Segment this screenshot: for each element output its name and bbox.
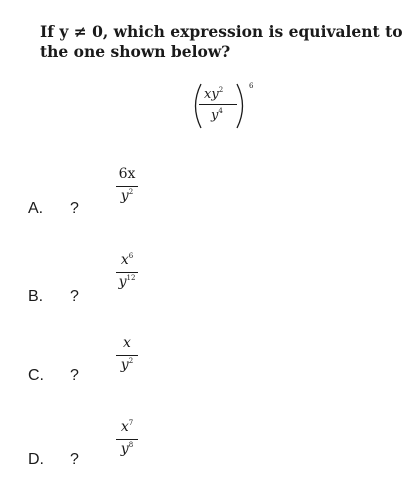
option-d-fraction-bar bbox=[116, 439, 138, 440]
option-b-fraction-bar bbox=[116, 272, 138, 273]
option-d-expression bbox=[112, 420, 142, 462]
option-d-label: D. bbox=[28, 451, 44, 468]
option-a-numerator: 6x bbox=[118, 166, 136, 182]
option-a-label: A. bbox=[28, 200, 44, 217]
option-b-answer[interactable]: ? bbox=[70, 288, 79, 305]
option-c-answer[interactable]: ? bbox=[70, 367, 79, 384]
option-c-fraction-bar bbox=[116, 355, 138, 356]
option-b-numerator: $x^6$ bbox=[120, 252, 134, 268]
option-a-denominator: $y^2$ bbox=[120, 188, 134, 204]
option-a-fraction-bar bbox=[116, 186, 138, 187]
option-d-numerator: $x^7$ bbox=[120, 419, 134, 435]
option-c-denominator: $y^2$ bbox=[120, 357, 134, 373]
option-a-answer[interactable]: ? bbox=[70, 200, 79, 217]
given-denominator: $y^4$ bbox=[211, 107, 223, 123]
option-c-label: C. bbox=[28, 367, 44, 384]
question-text: If y ≠ 0, which expression is equivalent to the one shown below? bbox=[40, 22, 403, 61]
option-a-expression bbox=[112, 167, 142, 209]
option-c-numerator: x bbox=[123, 335, 131, 351]
option-d-denominator: $y^8$ bbox=[120, 441, 134, 457]
option-c-expression bbox=[112, 336, 142, 378]
given-numerator: $xy^2$ bbox=[204, 86, 224, 102]
option-b-denominator: $y^{12}$ bbox=[118, 274, 136, 290]
given-fraction-bar bbox=[199, 104, 237, 105]
given-expression bbox=[191, 80, 261, 132]
option-b-label: B. bbox=[28, 288, 44, 305]
given-outer-exponent: 6 bbox=[249, 82, 254, 90]
option-d-answer[interactable]: ? bbox=[70, 451, 79, 468]
option-b-expression bbox=[112, 253, 142, 295]
